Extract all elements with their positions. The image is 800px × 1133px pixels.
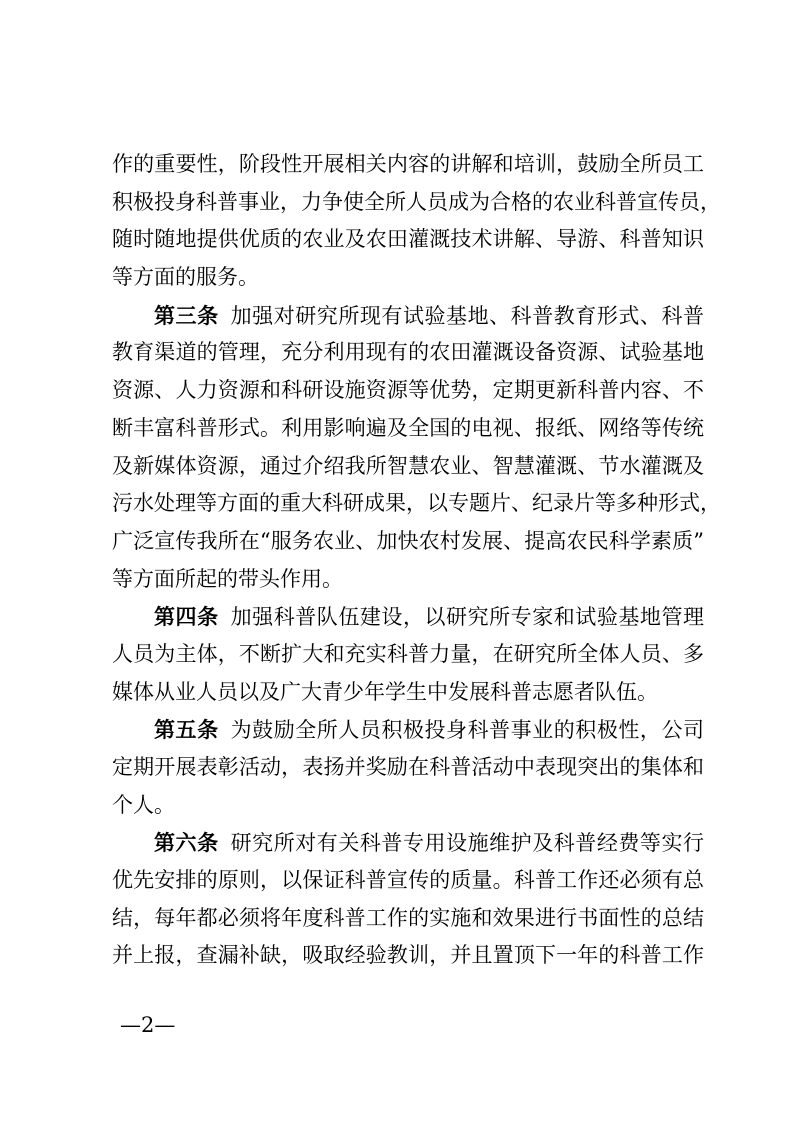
- article-text: 为鼓励全所人员积极投身科普事业的积极性，公司: [230, 718, 704, 743]
- article-3: [112, 297, 721, 599]
- article-4: [112, 598, 704, 711]
- text-line: 个人。: [112, 792, 175, 817]
- text-line: 结，每年都必须将年度科普工作的实施和效果进行书面性的总结: [112, 905, 704, 930]
- article-6: [112, 824, 704, 975]
- text-line: 媒体从业人员以及广大青少年学生中发展科普志愿者队伍。: [112, 679, 658, 704]
- paragraph-continuation: [112, 146, 721, 297]
- text-line: 资源、人力资源和科研设施资源等优势，定期更新科普内容、不: [112, 378, 704, 403]
- text-line: 积极投身科普事业，力争使全所人员成为合格的农业科普宣传员，: [112, 189, 721, 214]
- text-line: [112, 297, 704, 335]
- text-line: [112, 711, 704, 749]
- text-line: [112, 598, 704, 636]
- text-line: 及新媒体资源，通过介绍我所智慧农业、智慧灌溉、节水灌溉及: [112, 453, 704, 478]
- text-line: 断丰富科普形式。利用影响遍及全国的电视、报纸、网络等传统: [112, 415, 704, 440]
- text-line: 定期开展表彰活动，表扬并奖励在科普活动中表现突出的集体和: [112, 755, 704, 779]
- article-label: 第四条: [154, 604, 219, 630]
- text-line: 并上报，查漏补缺，吸取经验教训，并且置顶下一年的科普工作: [112, 943, 704, 968]
- text-line: 教育渠道的管理，充分利用现有的农田灌溉设备资源、试验基地: [112, 340, 704, 365]
- text-line: [112, 824, 704, 862]
- article-label: 第三条: [154, 302, 219, 328]
- article-5: [112, 711, 704, 824]
- article-text: 加强科普队伍建设，以研究所专家和试验基地管理: [230, 605, 704, 630]
- text-line: 优先安排的原则，以保证科普宣传的质量。科普工作还必须有总: [112, 868, 704, 893]
- article-text: 研究所对有关科普专用设施维护及科普经费等实行: [230, 831, 704, 856]
- page-number: —2—: [120, 1013, 176, 1037]
- text-line: 污水处理等方面的重大科研成果，以专题片、纪录片等多种形式，: [112, 491, 721, 516]
- text-line: 人员为主体，不断扩大和充实科普力量，在研究所全体人员、多: [112, 641, 704, 666]
- text-line: 作的重要性，阶段性开展相关内容的讲解和培训，鼓励全所员工: [112, 152, 704, 176]
- article-label: 第六条: [154, 830, 219, 856]
- article-text: 加强对研究所现有试验基地、科普教育形式、科普: [230, 303, 704, 328]
- text-line: 等方面所起的带头作用。: [112, 566, 343, 591]
- document-body: [112, 146, 721, 975]
- text-line: 广泛宣传我所在“服务农业、加快农村发展、提高农民科学素质”: [112, 528, 704, 553]
- text-line: 随时随地提供优质的农业及农田灌溉技术讲解、导游、科普知识: [112, 227, 704, 252]
- text-line: 等方面的服务。: [112, 265, 259, 290]
- article-label: 第五条: [154, 717, 219, 743]
